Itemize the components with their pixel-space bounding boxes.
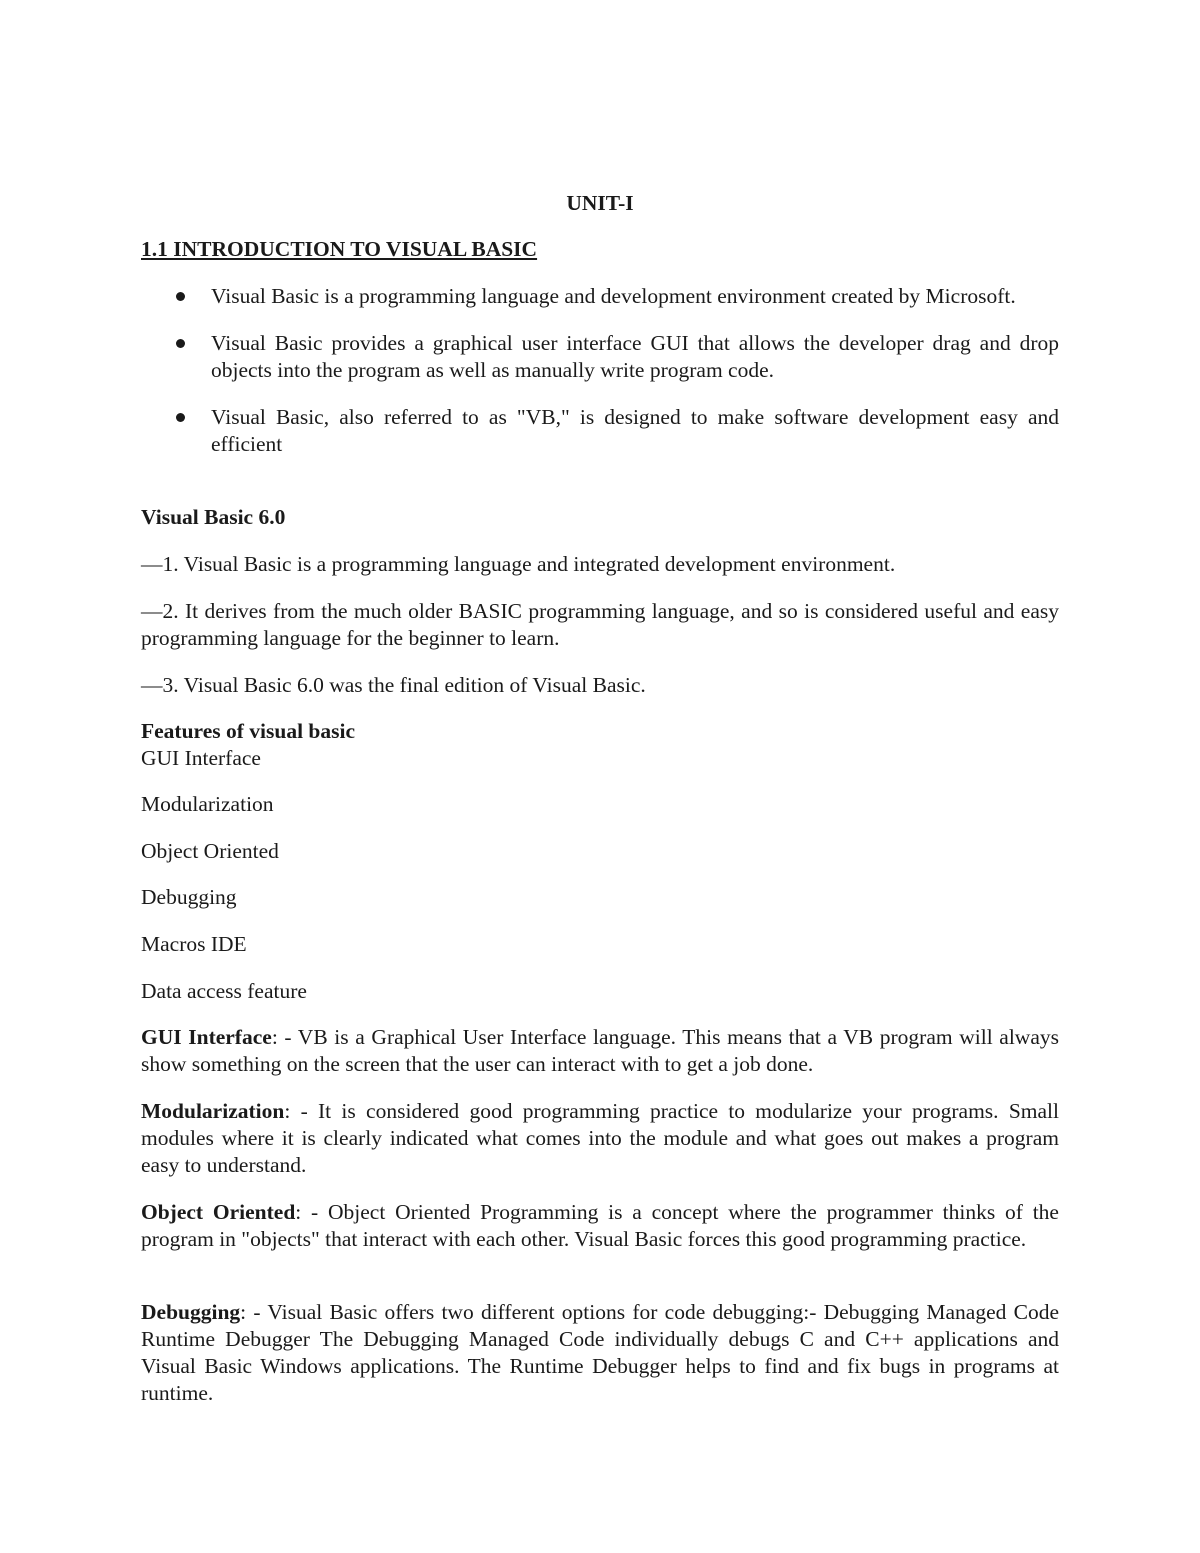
description-text: : - Visual Basic offers two different options for code debugging:- Debugging Managed Code Runtime Debugger The Debugging Managed Code individually debugs C and C++ applications and Visual Basic Windows applications. The Runtime Debugger helps to find and fix bugs in programs at runtime. <box>141 1300 1059 1405</box>
feature-item: Macros IDE <box>141 932 247 956</box>
description-label: GUI Interface <box>141 1025 272 1049</box>
bullet-icon <box>176 292 185 301</box>
bullet-item <box>141 330 1059 384</box>
description-text: : - Object Oriented Programming is a concept where the programmer thinks of the program in "objects" that interact with each other. Visual Basic forces this good programming practice. <box>141 1200 1059 1251</box>
feature-item: Debugging <box>141 885 237 909</box>
description-label: Modularization <box>141 1099 285 1123</box>
bullet-text: Visual Basic, also referred to as "VB," is designed to make software development easy and efficient <box>211 405 1059 456</box>
features-heading: Features of visual basic <box>141 719 356 743</box>
bullet-icon <box>176 339 185 348</box>
vb6-point: —3. Visual Basic 6.0 was the final edition of Visual Basic. <box>141 673 646 697</box>
bullet-item <box>141 283 1059 310</box>
bullet-text: Visual Basic provides a graphical user interface GUI that allows the developer drag and drop objects into the program as well as manually write program code. <box>211 331 1059 382</box>
feature-item: Object Oriented <box>141 839 279 863</box>
unit-title: UNIT-I <box>566 191 634 215</box>
feature-item: Modularization <box>141 792 274 816</box>
description-paragraph <box>141 1299 1059 1407</box>
description-label: Debugging <box>141 1300 241 1324</box>
feature-item: GUI Interface <box>141 746 261 770</box>
description-label: Object Oriented <box>141 1200 296 1224</box>
intro-bullet-list <box>141 283 1059 478</box>
description-text: : - It is considered good programming practice to modularize your programs. Small modules where it is clearly indicated what comes into the module and what goes out makes a program easy to understand. <box>141 1099 1059 1177</box>
section-title: 1.1 INTRODUCTION TO VISUAL BASIC <box>141 237 538 261</box>
bullet-icon <box>176 413 185 422</box>
vb6-heading: Visual Basic 6.0 <box>141 505 286 529</box>
description-paragraph <box>141 1199 1059 1253</box>
vb6-point: —1. Visual Basic is a programming language and integrated development environment. <box>141 552 896 576</box>
bullet-item <box>141 404 1059 458</box>
vb6-point: —2. It derives from the much older BASIC programming language, and so is considered useful and easy programming language for the beginner to learn. <box>141 599 1059 650</box>
description-paragraph <box>141 1098 1059 1179</box>
bullet-text: Visual Basic is a programming language and development environment created by Microsoft. <box>211 284 1016 308</box>
description-text: : - VB is a Graphical User Interface language. This means that a VB program will always show something on the screen that the user can interact with to get a job done. <box>141 1025 1059 1076</box>
document-page <box>141 0 1059 1553</box>
feature-item: Data access feature <box>141 979 307 1003</box>
description-paragraph <box>141 1024 1059 1078</box>
